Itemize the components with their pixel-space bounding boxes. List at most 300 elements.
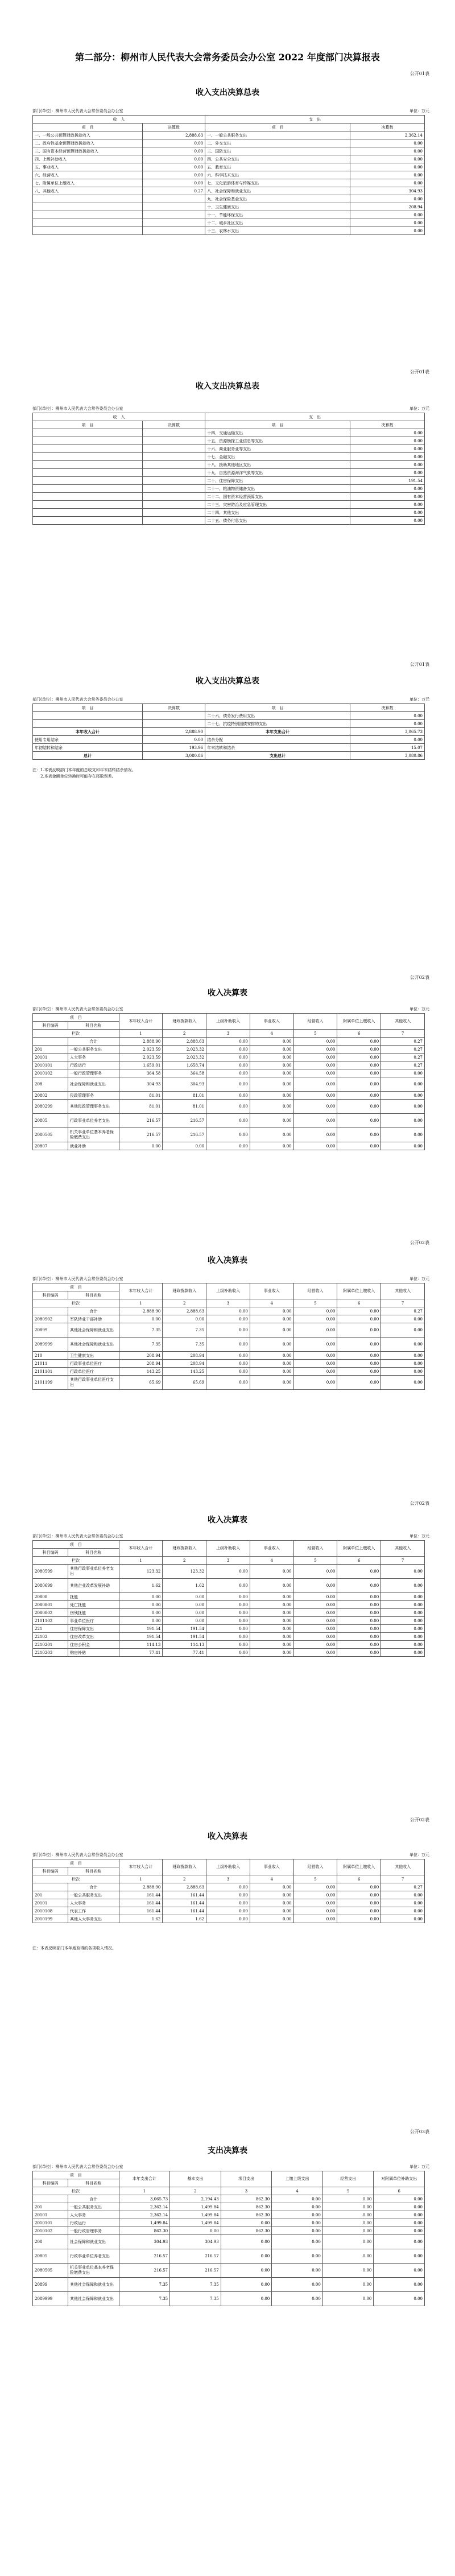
amount-cell: 304.93 [170, 2235, 221, 2249]
amount-cell: 2,888.90 [119, 1307, 163, 1315]
amount-cell: 0.00 [381, 1579, 425, 1593]
amount-cell: 0.00 [250, 1579, 293, 1593]
header-column: 基本支出 [170, 2171, 221, 2187]
amount-cell: 0.00 [337, 1376, 381, 1390]
table-row [33, 2278, 425, 2292]
table-row [33, 445, 425, 453]
header-column: 财政拨款收入 [163, 1283, 206, 1299]
amount-cell: 0.00 [206, 1142, 250, 1150]
amount-cell: 0.00 [250, 1565, 293, 1579]
income-amount [142, 219, 205, 227]
table-row [33, 1054, 425, 1061]
table-row [33, 517, 425, 525]
header-col-index: 1 [119, 1030, 163, 1038]
income-item: 使用专用结余 [33, 736, 143, 744]
footnote-block [32, 1945, 116, 1952]
expense-amount: 0.00 [350, 509, 425, 517]
header-column: 其他收入 [381, 1541, 425, 1557]
income-amount [142, 509, 205, 517]
amount-cell: 0.00 [293, 1625, 337, 1633]
amount-cell: 0.00 [337, 1633, 381, 1641]
income-item [33, 211, 143, 219]
amount-cell: 65.69 [119, 1376, 163, 1390]
amount-cell: 0.00 [163, 1142, 206, 1150]
amount-cell: 0.00 [206, 1609, 250, 1617]
subject-name: 行政事业单位医疗 [68, 1360, 119, 1368]
income-item [33, 453, 143, 461]
amount-cell: 0.00 [374, 2203, 425, 2211]
amount-cell: 0.00 [206, 1307, 250, 1315]
amount-cell: 862.30 [221, 2227, 272, 2235]
header-name: 科目名称 [68, 1291, 119, 1299]
income-expense-table-p2 [32, 413, 425, 525]
unit-label: 单位：万元 [410, 1277, 429, 1281]
subject-code: 20101 [33, 1054, 68, 1061]
amount-cell: 0.00 [250, 1142, 293, 1150]
header-col-index: 1 [119, 1875, 163, 1883]
amount-cell: 0.00 [250, 1641, 293, 1649]
income-amount [142, 493, 205, 501]
amount-cell: 0.00 [206, 1368, 250, 1376]
expense-amount: 0.00 [350, 461, 425, 469]
income-amount [142, 469, 205, 477]
subject-code: 2080801 [33, 1601, 68, 1609]
expense-amount: 0.00 [350, 211, 425, 219]
table-row [33, 1883, 425, 1891]
header-column: 上级补助收入 [206, 1014, 250, 1030]
expense-table-p8 [32, 2171, 425, 2306]
table-code: 公开01表 [410, 662, 429, 667]
table-row [33, 1609, 425, 1617]
table-row [33, 1100, 425, 1114]
expense-item: 十一、节能环保支出 [205, 211, 350, 219]
amount-cell: 0.00 [381, 1899, 425, 1907]
header-item: 项 目 [205, 124, 350, 131]
table-row [33, 2235, 425, 2249]
table-row [33, 155, 425, 163]
subject-name: 其他社会保障和就业支出 [68, 2278, 119, 2292]
subject-code: 20808 [33, 1593, 68, 1601]
amount-cell: 216.57 [119, 1128, 163, 1142]
expense-item: 十四、交通运输支出 [205, 429, 350, 437]
table-row [33, 203, 425, 211]
amount-cell: 216.57 [119, 2249, 170, 2264]
amount-cell: 0.00 [250, 1899, 293, 1907]
amount-cell: 0.00 [293, 1915, 337, 1923]
table-row [33, 2211, 425, 2219]
expense-item: 十三、农林水支出 [205, 227, 350, 235]
amount-cell: 304.93 [163, 1077, 206, 1092]
subject-code: 2010199 [33, 1915, 68, 1923]
amount-cell: 0.00 [374, 2195, 425, 2203]
table-row [33, 728, 425, 736]
income-item [33, 501, 143, 509]
amount-cell: 0.00 [119, 1142, 163, 1150]
expense-item: 二十二、国有资本经营预算支出 [205, 493, 350, 501]
header-col-index: 6 [337, 1875, 381, 1883]
income-amount [142, 453, 205, 461]
header-column: 财政拨款收入 [163, 1014, 206, 1030]
table-row [33, 1092, 425, 1100]
amount-cell: 0.00 [337, 1323, 381, 1338]
amount-cell: 0.00 [337, 1315, 381, 1323]
table-row [33, 1601, 425, 1609]
table-row [33, 1077, 425, 1092]
table-row [33, 1360, 425, 1368]
amount-cell: 2,023.59 [119, 1046, 163, 1054]
header-column: 对附属单位补助支出 [374, 2171, 425, 2187]
subject-code: 201 [33, 2203, 68, 2211]
amount-cell: 123.32 [163, 1565, 206, 1579]
amount-cell: 0.00 [206, 1061, 250, 1069]
subject-name: 代表工作 [68, 1907, 119, 1915]
income-amount: 0.00 [142, 736, 205, 744]
amount-cell: 2,888.63 [163, 1038, 206, 1046]
amount-cell: 0.00 [381, 1315, 425, 1323]
header-item: 项 目 [205, 704, 350, 712]
unit-label: 单位：万元 [410, 697, 429, 702]
header-name: 科目名称 [68, 1867, 119, 1875]
expense-amount: 3,065.73 [350, 728, 425, 736]
header-name: 科目名称 [68, 2179, 119, 2187]
amount-cell: 1,499.84 [170, 2219, 221, 2227]
subject-code: 2010108 [33, 1907, 68, 1915]
amount-cell: 0.00 [293, 1307, 337, 1315]
amount-cell: 0.00 [206, 1891, 250, 1899]
amount-cell: 0.00 [250, 1617, 293, 1625]
header-col-index: 7 [381, 1875, 425, 1883]
amount-cell: 0.00 [293, 1593, 337, 1601]
amount-cell: 0.00 [337, 1046, 381, 1054]
amount-cell: 0.00 [119, 1609, 163, 1617]
amount-cell: 2,362.14 [119, 2211, 170, 2219]
table-row [33, 163, 425, 171]
subject-name: 行政运行 [68, 1061, 119, 1069]
header-name: 科目名称 [68, 1022, 119, 1030]
subject-name: 行政单位医疗 [68, 1368, 119, 1376]
amount-cell: 0.00 [381, 1360, 425, 1368]
header-col-index: 栏次 [33, 2187, 119, 2195]
header-col-index: 栏次 [33, 1875, 119, 1883]
amount-cell: 0.00 [119, 1617, 163, 1625]
amount-cell: 0.00 [221, 2292, 272, 2306]
income-item: 总计 [33, 752, 143, 760]
amount-cell: 0.00 [381, 1641, 425, 1649]
subject-code: 20805 [33, 1114, 68, 1128]
amount-cell: 0.00 [293, 1617, 337, 1625]
income-item [33, 485, 143, 493]
amount-cell: 0.00 [293, 1038, 337, 1046]
amount-cell: 0.00 [293, 1069, 337, 1077]
income-amount [142, 720, 205, 728]
expense-item: 一、一般公共服务支出 [205, 131, 350, 139]
expense-item: 四、公共安全支出 [205, 155, 350, 163]
income-item: 年初结转和结余 [33, 744, 143, 752]
expense-item: 二十一、粮油物资储备支出 [205, 485, 350, 493]
org-label: 部门(单位)：柳州市人民代表大会常务委员会办公室 [32, 697, 123, 702]
amount-cell: 0.00 [337, 1360, 381, 1368]
table-row [33, 195, 425, 203]
header-col-index: 栏次 [33, 1557, 119, 1565]
amount-cell: 0.00 [206, 1046, 250, 1054]
amount-cell: 0.00 [374, 2235, 425, 2249]
expense-item: 二十三、灾害防治及应急管理支出 [205, 501, 350, 509]
amount-cell: 0.00 [381, 1376, 425, 1390]
header-column: 经营收入 [293, 1283, 337, 1299]
income-item: 本年收入合计 [33, 728, 143, 736]
amount-cell: 0.00 [250, 1352, 293, 1360]
subject-code: 208 [33, 2235, 68, 2249]
amount-cell: 0.00 [250, 1376, 293, 1390]
amount-cell: 0.00 [337, 1368, 381, 1376]
income-item [33, 493, 143, 501]
subject-code: 2010101 [33, 2219, 68, 2227]
header-col-index: 6 [337, 1299, 381, 1307]
income-amount [142, 203, 205, 211]
unit-label: 单位：万元 [410, 2165, 429, 2169]
amount-cell: 0.00 [322, 2203, 374, 2211]
expense-item: 九、社会保险基金支出 [205, 195, 350, 203]
amount-cell: 0.00 [272, 2227, 323, 2235]
amount-cell: 7.35 [119, 1338, 163, 1352]
amount-cell: 0.00 [163, 1315, 206, 1323]
amount-cell: 0.00 [250, 1633, 293, 1641]
amount-cell: 0.00 [337, 1054, 381, 1061]
header-item: 项 目 [33, 1014, 119, 1022]
amount-cell: 81.01 [163, 1092, 206, 1100]
table-row [33, 2264, 425, 2278]
header-col-index: 1 [119, 2187, 170, 2195]
amount-cell: 0.00 [250, 1100, 293, 1114]
amount-cell: 2,362.14 [119, 2203, 170, 2211]
amount-cell: 0.00 [337, 1907, 381, 1915]
expense-amount: 191.54 [350, 477, 425, 485]
table-row [33, 493, 425, 501]
amount-cell: 0.00 [250, 1114, 293, 1128]
amount-cell: 0.00 [337, 1915, 381, 1923]
expense-amount: 304.93 [350, 187, 425, 195]
table-row [33, 1617, 425, 1625]
amount-cell: 81.01 [119, 1100, 163, 1114]
subject-code: 21011 [33, 1360, 68, 1368]
subject-code: 2210203 [33, 1649, 68, 1657]
header-col-index: 6 [337, 1030, 381, 1038]
income-amount: 193.96 [142, 744, 205, 752]
table-row [33, 712, 425, 720]
expense-amount: 0.00 [350, 445, 425, 453]
header-column: 上级补助收入 [206, 1283, 250, 1299]
table-row [33, 1593, 425, 1601]
header-amount: 决算数 [142, 421, 205, 429]
amount-cell: 0.00 [381, 1915, 425, 1923]
table-row [33, 429, 425, 437]
amount-cell: 0.00 [293, 1368, 337, 1376]
amount-cell: 0.00 [337, 1061, 381, 1069]
subject-name: 一般行政管理事务 [68, 1069, 119, 1077]
amount-cell: 304.93 [119, 1077, 163, 1092]
table-row [33, 1338, 425, 1352]
table-row [33, 720, 425, 728]
amount-cell: 0.00 [206, 1338, 250, 1352]
table-row [33, 453, 425, 461]
table-row [33, 1891, 425, 1899]
income-amount: 0.00 [142, 139, 205, 147]
amount-cell: 0.00 [381, 1617, 425, 1625]
subject-code: 2080902 [33, 1315, 68, 1323]
amount-cell: 2,888.63 [163, 1307, 206, 1315]
subject-name: 人大事务 [68, 2211, 119, 2219]
expense-item: 二十、住房保障支出 [205, 477, 350, 485]
amount-cell: 0.00 [337, 1625, 381, 1633]
table-row [33, 501, 425, 509]
income-item [33, 469, 143, 477]
table-row [33, 437, 425, 445]
table-row [33, 171, 425, 179]
amount-cell: 0.00 [250, 1323, 293, 1338]
expense-item: 五、教育支出 [205, 163, 350, 171]
income-table-p4 [32, 1013, 425, 1150]
amount-cell: 0.00 [293, 1641, 337, 1649]
amount-cell: 0.00 [337, 1338, 381, 1352]
amount-cell: 0.00 [293, 1077, 337, 1092]
amount-cell: 0.00 [381, 1609, 425, 1617]
subject-name: 人大事务 [68, 1899, 119, 1907]
header-row [33, 2187, 425, 2195]
amount-cell: 0.00 [206, 1579, 250, 1593]
subject-name: 合计 [68, 1307, 119, 1315]
subject-name: 卫生健康支出 [68, 1352, 119, 1360]
amount-cell: 0.00 [322, 2211, 374, 2219]
table-row [33, 469, 425, 477]
header-col-index: 3 [206, 1299, 250, 1307]
header-column: 项目支出 [221, 2171, 272, 2187]
income-item [33, 720, 143, 728]
header-code: 科目编码 [33, 1022, 68, 1030]
footnote: 注：本表反映部门本年度取得的各项收入情况。 [32, 1946, 116, 1950]
amount-cell: 0.00 [293, 1315, 337, 1323]
amount-cell: 161.44 [163, 1891, 206, 1899]
amount-cell: 0.00 [250, 1046, 293, 1054]
amount-cell: 0.00 [250, 1368, 293, 1376]
amount-cell: 1.62 [119, 1915, 163, 1923]
amount-cell: 0.00 [206, 1323, 250, 1338]
expense-item: 六、科学技术支出 [205, 171, 350, 179]
subject-name: 其他行政事业单位医疗支出 [68, 1376, 119, 1390]
amount-cell: 161.44 [163, 1907, 206, 1915]
table-row [33, 2249, 425, 2264]
header-col-index: 4 [250, 1299, 293, 1307]
table-row [33, 1376, 425, 1390]
table-row [33, 1038, 425, 1046]
amount-cell: 0.00 [293, 1100, 337, 1114]
org-label: 部门(单位)：柳州市人民代表大会常务委员会办公室 [32, 109, 123, 113]
subject-name: 其他社会保障和就业支出 [68, 1323, 119, 1338]
amount-cell: 0.00 [381, 1069, 425, 1077]
amount-cell: 0.00 [272, 2278, 323, 2292]
amount-cell: 208.94 [163, 1360, 206, 1368]
amount-cell: 0.27 [381, 1038, 425, 1046]
header-column: 本年收入合计 [119, 1283, 163, 1299]
income-item: 四、上级补助收入 [33, 155, 143, 163]
amount-cell: 0.00 [293, 1046, 337, 1054]
header-col-index: 3 [206, 1875, 250, 1883]
table-code: 公开01表 [410, 369, 429, 375]
header-col-index: 2 [170, 2187, 221, 2195]
amount-cell: 7.35 [119, 2292, 170, 2306]
header-column: 上级补助收入 [206, 1859, 250, 1875]
amount-cell: 0.00 [272, 2219, 323, 2227]
amount-cell: 0.00 [250, 1593, 293, 1601]
expense-item: 本年支出合计 [205, 728, 350, 736]
amount-cell: 0.00 [322, 2235, 374, 2249]
income-item: 五、事业收入 [33, 163, 143, 171]
amount-cell: 0.00 [293, 1092, 337, 1100]
amount-cell: 0.00 [381, 1077, 425, 1092]
subject-name: 住房公积金 [68, 1641, 119, 1649]
header-col-index: 4 [250, 1557, 293, 1565]
header-col-index: 5 [293, 1875, 337, 1883]
subject-name: 机关事业单位基本养老保险缴费支出 [68, 2264, 119, 2278]
income-amount: 3,080.86 [142, 752, 205, 760]
header-col-index: 6 [337, 1557, 381, 1565]
income-amount [142, 445, 205, 453]
header-col-index: 栏次 [33, 1030, 119, 1038]
amount-cell: 0.00 [250, 1649, 293, 1657]
amount-cell: 7.35 [163, 1323, 206, 1338]
income-amount [142, 712, 205, 720]
expense-item: 十八、援助其他地区支出 [205, 461, 350, 469]
table-row [33, 1625, 425, 1633]
header-name: 科目名称 [68, 1549, 119, 1557]
expense-item: 三、国防支出 [205, 147, 350, 155]
expense-amount: 0.00 [350, 437, 425, 445]
amount-cell: 0.00 [250, 1315, 293, 1323]
amount-cell: 0.00 [374, 2219, 425, 2227]
amount-cell: 0.27 [381, 1307, 425, 1315]
header-row [33, 1283, 425, 1291]
amount-cell: 0.00 [206, 1128, 250, 1142]
income-item [33, 429, 143, 437]
subject-code: 2010101 [33, 1061, 68, 1069]
amount-cell: 161.44 [163, 1899, 206, 1907]
income-amount: 2,888.63 [142, 131, 205, 139]
amount-cell: 0.00 [322, 2292, 374, 2306]
amount-cell: 0.00 [293, 1376, 337, 1390]
amount-cell: 0.00 [163, 1601, 206, 1609]
subject-code: 2101101 [33, 1368, 68, 1376]
amount-cell: 0.00 [337, 1077, 381, 1092]
table-caption: 收入支出决算总表 [196, 88, 259, 97]
amount-cell: 0.27 [381, 1054, 425, 1061]
expense-amount: 0.00 [350, 493, 425, 501]
subject-name: 一般公共服务支出 [68, 1046, 119, 1054]
header-col-index: 3 [206, 1557, 250, 1565]
amount-cell: 0.00 [293, 1061, 337, 1069]
amount-cell: 0.00 [293, 1323, 337, 1338]
income-item: 一、一般公共预算财政拨款收入 [33, 131, 143, 139]
amount-cell: 862.30 [221, 2195, 272, 2203]
header-col-index: 3 [206, 1030, 250, 1038]
header-col-index: 5 [293, 1557, 337, 1565]
amount-cell: 0.00 [272, 2195, 323, 2203]
amount-cell: 0.00 [163, 1609, 206, 1617]
subject-name: 住房保障支出 [68, 1625, 119, 1633]
amount-cell: 143.25 [163, 1368, 206, 1376]
header-col-index: 5 [293, 1030, 337, 1038]
amount-cell: 0.00 [206, 1641, 250, 1649]
header-row [33, 1299, 425, 1307]
amount-cell: 65.69 [163, 1376, 206, 1390]
